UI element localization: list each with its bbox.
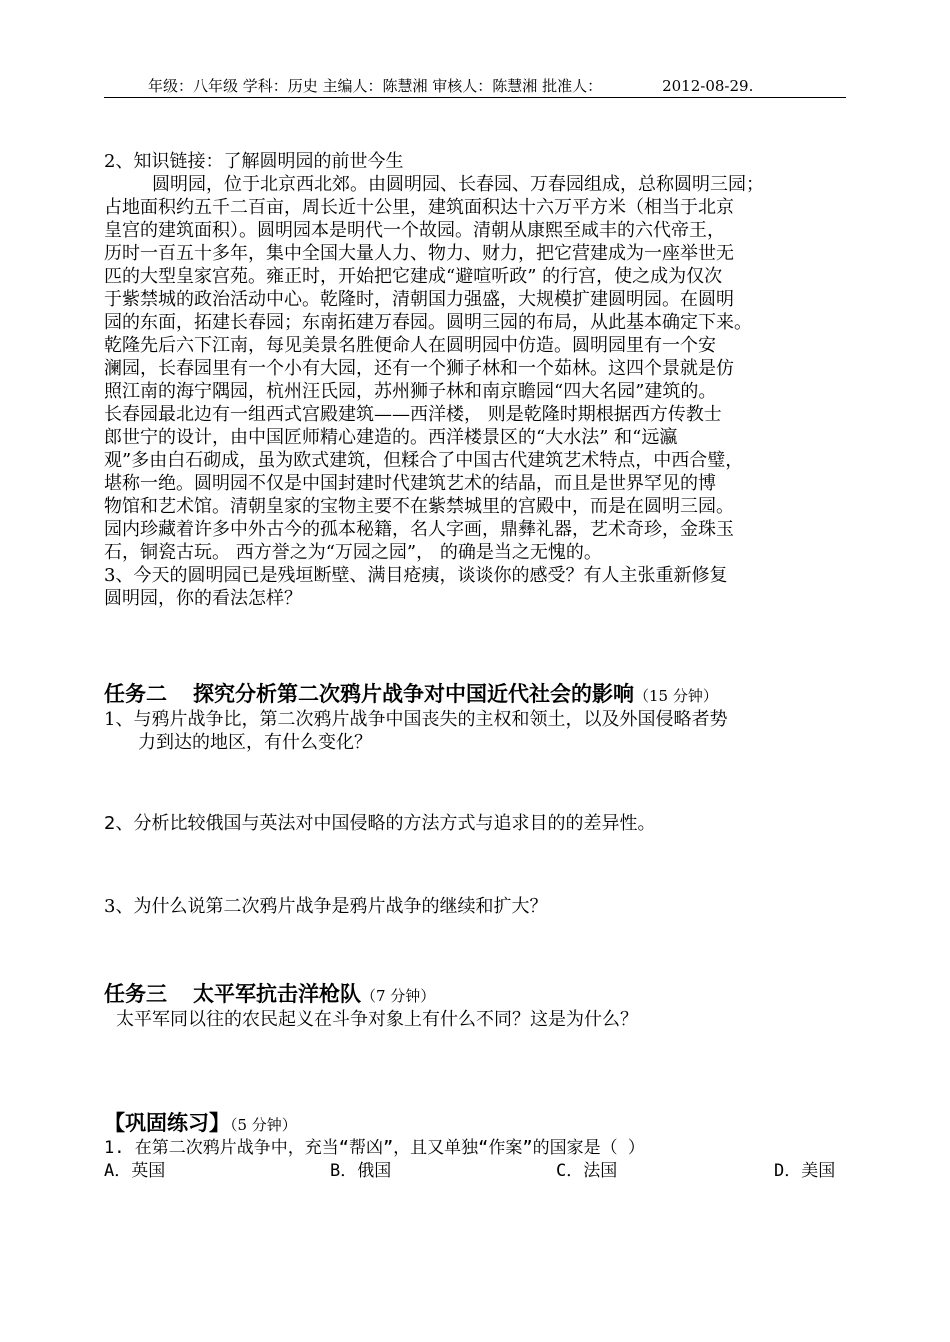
document-header — [104, 76, 846, 98]
task3-question: 太平军同以往的农民起义在斗争对象上有什么不同？这是为什么？ — [116, 1009, 638, 1030]
practice-title: 【巩固练习】 — [104, 1111, 230, 1135]
task2-label: 任务二 — [104, 682, 167, 706]
passage-line: 园的东面，拓建长春园；东南拓建万春园。圆明三园的布局，从此基本确定下来。 — [104, 312, 752, 333]
passage-line: 澜园，长春园里有一个小有大园，还有一个狮子林和一个茹林。这四个景就是仿 — [104, 358, 734, 379]
option-a: A．英国 — [104, 1161, 166, 1181]
task2-question-1: 1、与鸦片战争比，第二次鸦片战争中国丧失的主权和领土，以及外国侵略者势 — [104, 709, 728, 730]
task2-heading — [104, 680, 846, 708]
task3-time: （7 分钟） — [361, 987, 436, 1005]
header-meta: 年级：八年级 学科：历史 主编人：陈慧湘 审核人：陈慧湘 批准人： — [148, 77, 603, 95]
document-body — [104, 150, 846, 1183]
practice-time: （5 分钟） — [230, 1116, 297, 1134]
passage-line: 长春园最北边有一组西式宫殿建筑——西洋楼， 则是乾隆时期根据西方传教士 — [104, 404, 722, 425]
task3-heading — [104, 980, 846, 1008]
option-c: C．法国 — [556, 1161, 618, 1181]
knowledge-question-3-cont: 圆明园，你的看法怎样？ — [104, 588, 302, 609]
passage-line: 皇宫的建筑面积）。圆明园本是明代一个故园。清朝从康熙至咸丰的六代帝王， — [104, 220, 725, 241]
practice-options — [104, 1160, 846, 1183]
passage-line: 乾隆先后六下江南，每见美景名胜便命人在圆明园中仿造。圆明园里有一个安 — [104, 335, 716, 356]
knowledge-question-3: 3、今天的圆明园已是残垣断壁、满目疮痍，谈谈你的感受？有人主张重新修复 — [104, 565, 728, 586]
task2-title: 探究分析第二次鸦片战争对中国近代社会的影响 — [193, 682, 634, 706]
option-b: B．俄国 — [330, 1161, 392, 1181]
passage-line: 照江南的海宁隅园，杭州汪氏园，苏州狮子林和南京瞻园“四大名园”建筑的。 — [104, 381, 717, 402]
task2-question-2: 2、分析比较俄国与英法对中国侵略的方法方式与追求目的的差异性。 — [104, 813, 656, 834]
option-d: D．美国 — [774, 1161, 836, 1181]
passage-line: 匹的大型皇家宫苑。雍正时，开始把它建成“避喧听政” 的行宫，使之成为仅次 — [104, 266, 723, 287]
practice-question-1: 1. 在第二次鸦片战争中，充当“帮凶”，且又单独“作案”的国家是（ ） — [104, 1138, 645, 1158]
task2-question-3: 3、为什么说第二次鸦片战争是鸦片战争的继续和扩大？ — [104, 896, 548, 917]
knowledge-link-passage — [104, 173, 846, 564]
task3-title: 太平军抗击洋枪队 — [193, 982, 361, 1006]
passage-line: 物馆和艺术馆。清朝皇家的宝物主要不在紫禁城里的宫殿中，而是在圆明三园。 — [104, 496, 734, 517]
task3-label: 任务三 — [104, 982, 167, 1006]
passage-line: 历时一百五十多年，集中全国大量人力、物力、财力，把它营建成为一座举世无 — [104, 243, 734, 264]
passage-line: 圆明园，位于北京西北郊。由圆明园、长春园、万春园组成，总称圆明三园； — [152, 174, 764, 195]
knowledge-link-title: 2、知识链接：了解圆明园的前世今生 — [104, 151, 404, 172]
header-date: 2012-08-29. — [662, 77, 754, 95]
practice-heading — [104, 1109, 846, 1137]
passage-line: 郎世宁的设计，由中国匠师精心建造的。西洋楼景区的“大水法” 和“远瀛 — [104, 427, 678, 448]
passage-line: 石，铜瓷古玩。 西方誉之为“万园之园”， 的确是当之无愧的。 — [104, 542, 602, 563]
task2-question-1-cont: 力到达的地区，有什么变化？ — [138, 732, 372, 753]
passage-line: 观”多由白石砌成，虽为欧式建筑，但糅合了中国古代建筑艺术特点，中西合璧， — [104, 450, 744, 471]
passage-line: 于紫禁城的政治活动中心。乾隆时，清朝国力强盛，大规模扩建圆明园。在圆明 — [104, 289, 734, 310]
passage-line: 园内珍藏着许多中外古今的孤本秘籍，名人字画，鼎彝礼器，艺术奇珍，金珠玉 — [104, 519, 734, 540]
task2-time: （15 分钟） — [634, 687, 718, 705]
passage-line: 占地面积约五千二百亩，周长近十公里，建筑面积达十六万平方米（相当于北京 — [104, 197, 734, 218]
passage-line: 堪称一绝。圆明园不仅是中国封建时代建筑艺术的结晶，而且是世界罕见的博 — [104, 473, 716, 494]
